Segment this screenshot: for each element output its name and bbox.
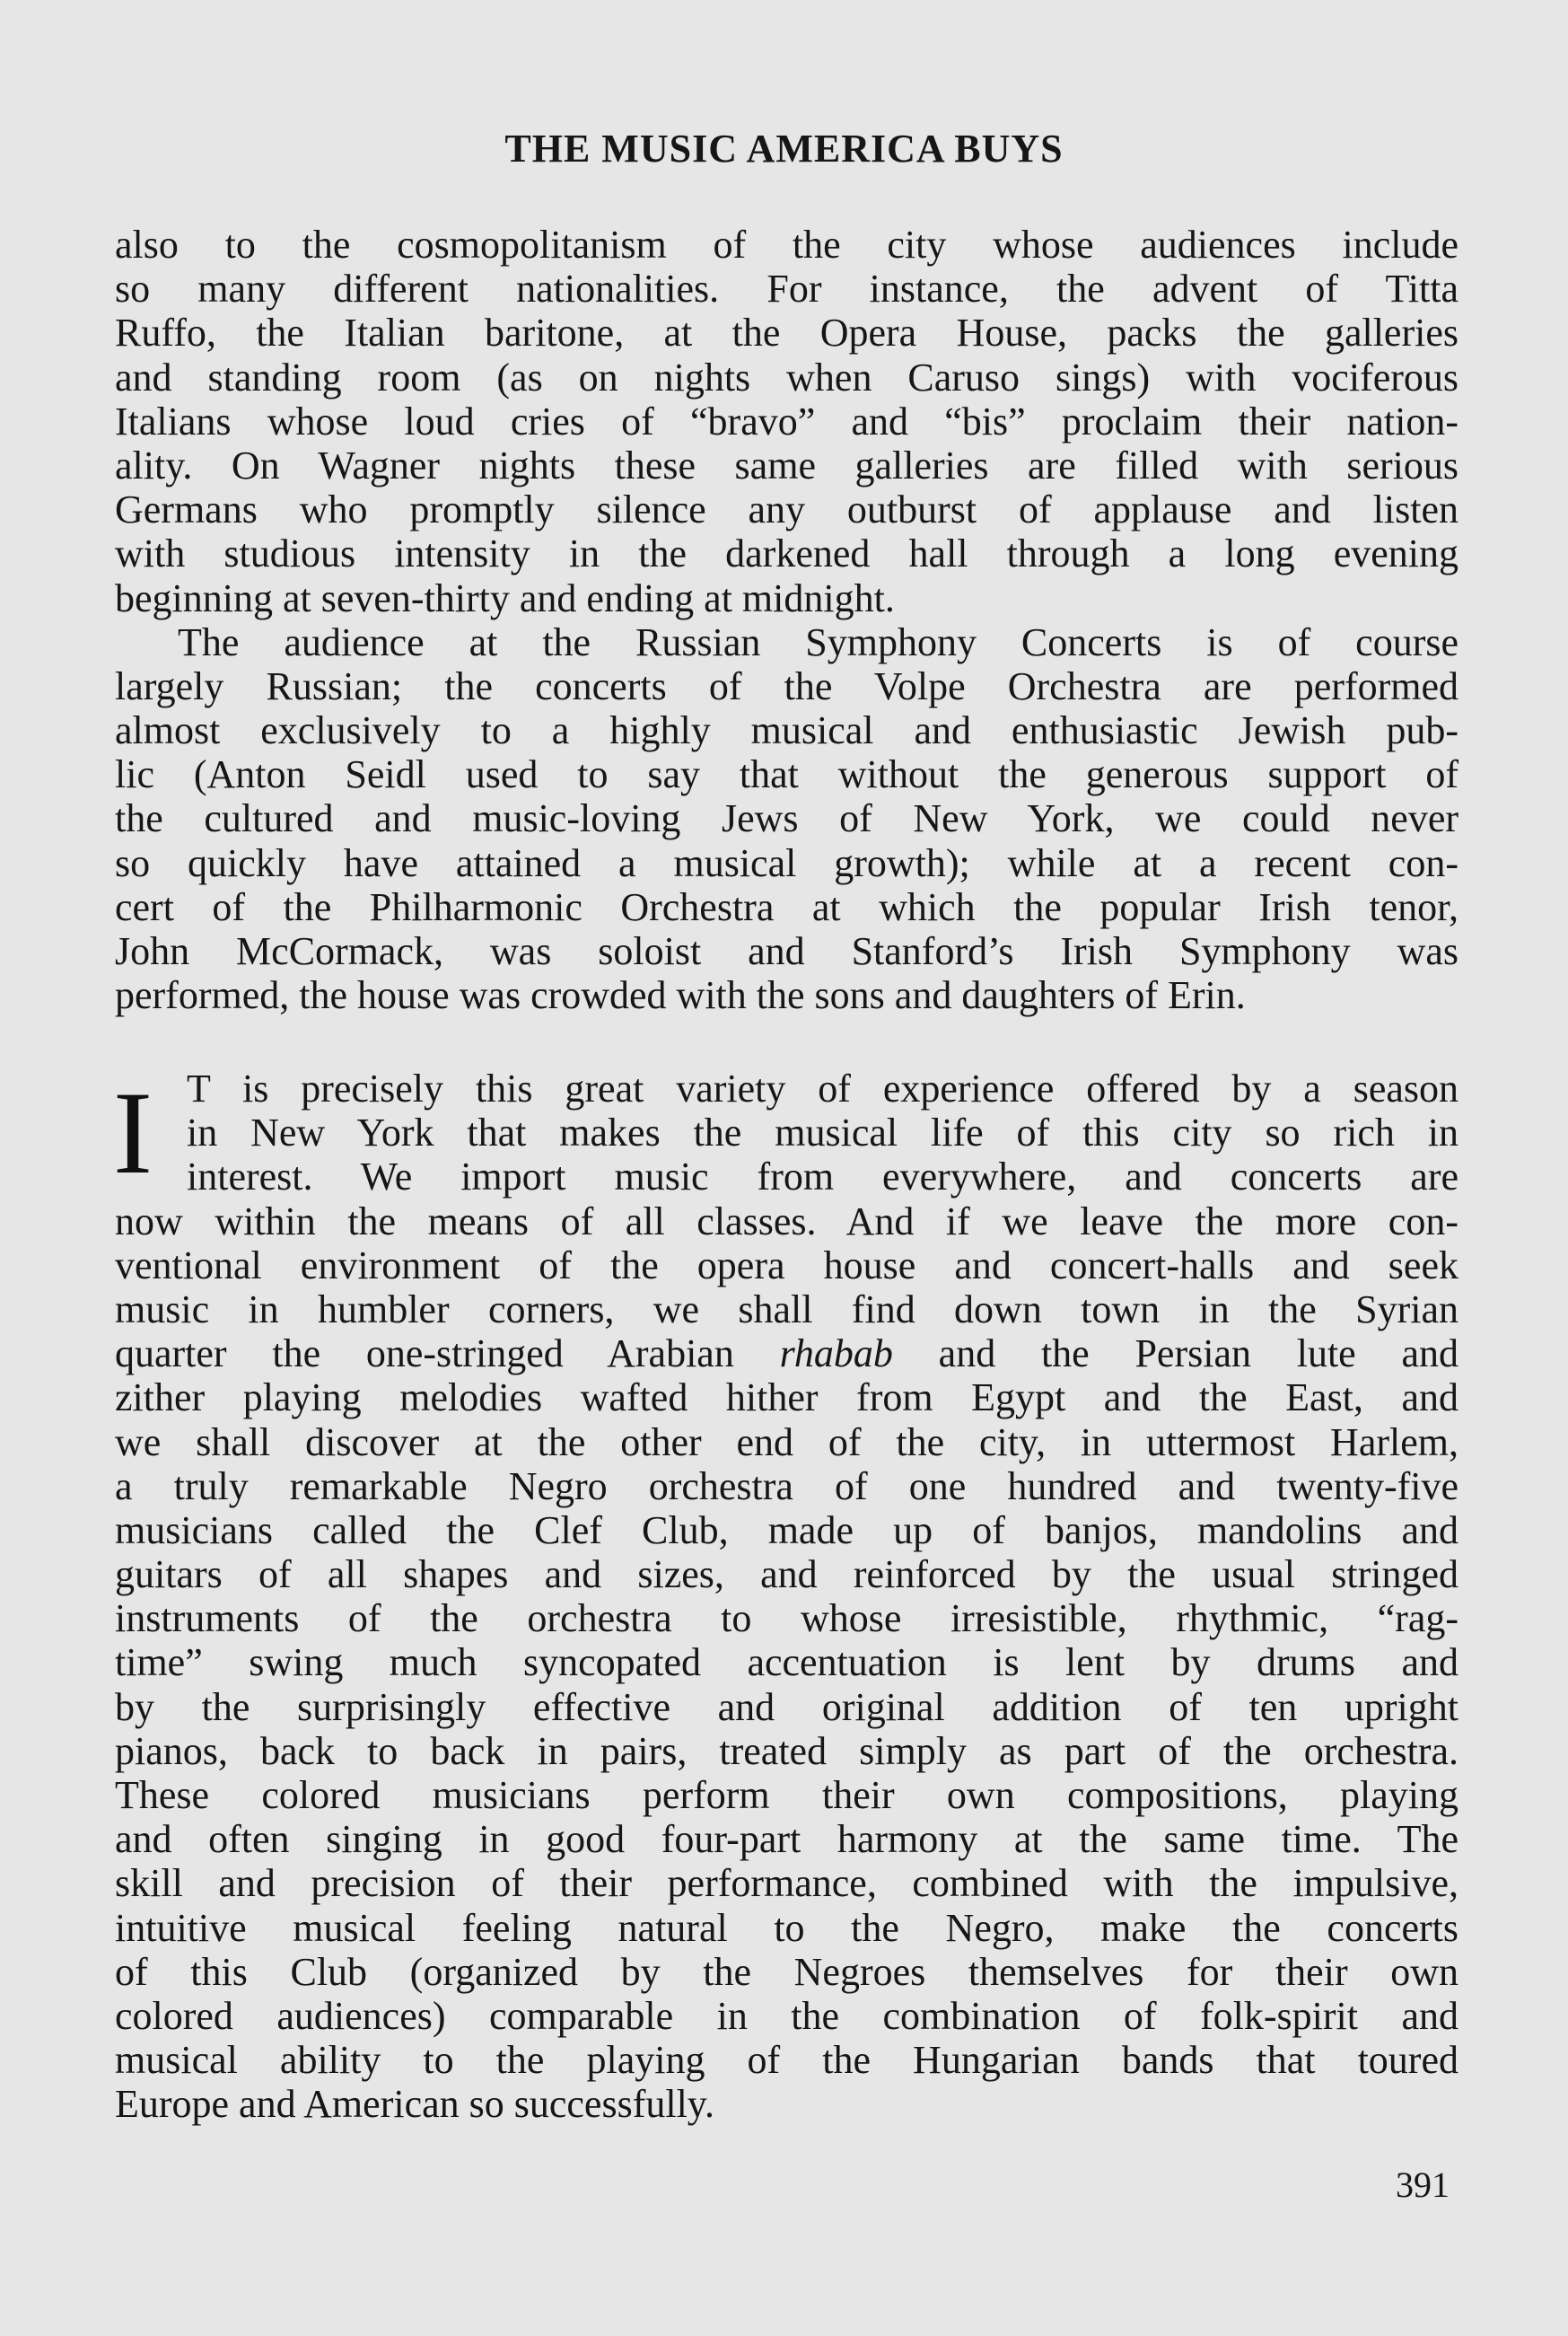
text-line: instruments of the orchestra to whose irresistible, rhythmic, “rag- (115, 1596, 1459, 1641)
text-line: These colored musicians perform their own compositions, playing (115, 1773, 1459, 1817)
text-line: ality. On Wagner nights these same galleries are filled with serious (115, 443, 1459, 487)
text-line: ventional environment of the opera house and concert-halls and seek (115, 1243, 1459, 1287)
running-head: THE MUSIC AMERICA BUYS (504, 127, 1064, 171)
text-line: pianos, back to back in pairs, treated simply as part of the orchestra. (115, 1728, 1459, 1773)
text-line: of this Club (organized by the Negroes themselves for their own (115, 1949, 1459, 1994)
text-line: with studious intensity in the darkened hall through a long evening (115, 531, 1459, 576)
text-line: skill and precision of their performance, combined with the impulsive, (115, 1861, 1459, 1906)
text-line: a truly remarkable Negro orchestra of one hundred and twenty-five (115, 1463, 1459, 1508)
text-line: T is precisely this great variety of experience offered by a season (187, 1067, 1459, 1111)
drop-cap: I (113, 1067, 153, 1199)
text-line: beginning at seven-thirty and ending at midnight. (115, 575, 895, 620)
paragraph-russian-symphony (115, 620, 1459, 1018)
text-line: the cultured and music-loving Jews of New York, we could never (115, 796, 1459, 841)
text-line: largely Russian; the concerts of the Volpe Orchestra are performed (115, 663, 1459, 708)
text-line: so many different nationalities. For instance, the advent of Titta (115, 267, 1459, 312)
text-line: Italians whose loud cries of “bravo” and “bis” proclaim their nation- (115, 399, 1459, 443)
text-line: music in humbler corners, we shall find down town in the Syrian (115, 1287, 1459, 1331)
text-line: and standing room (as on nights when Caruso sings) with vociferous (115, 355, 1459, 400)
text-line: lic (Anton Seidl used to say that without the generous support of (115, 752, 1459, 797)
text-line: musicians called the Clef Club, made up of banjos, mandolins and (115, 1507, 1459, 1552)
text-line: guitars of all shapes and sizes, and reinforced by the usual stringed (115, 1552, 1459, 1597)
text-line: The audience at the Russian Symphony Concerts is of course (178, 619, 1459, 664)
text-line: colored audiences) comparable in the combination of folk-spirit and (115, 1993, 1459, 2038)
text-line: also to the cosmopolitanism of the city whose audiences include (115, 223, 1459, 267)
text-line: in New York that makes the musical life of this city so rich in (187, 1111, 1459, 1155)
text-line: interest. We import music from everywhere, and concerts are (187, 1155, 1459, 1199)
text-line: we shall discover at the other end of the city, in uttermost Harlem, (115, 1419, 1459, 1464)
paragraph-continued (115, 223, 1459, 620)
text-block-section (115, 1067, 1459, 2127)
text-line: so quickly have attained a musical growth); while at a recent con- (115, 840, 1459, 885)
text-line: performed, the house was crowded with the sons and daughters of Erin. (115, 973, 1246, 1018)
text-line: musical ability to the playing of the Hungarian bands that toured (115, 2038, 1459, 2083)
page-number: 391 (1396, 2165, 1450, 2205)
text-line: and often singing in good four-part harmony at the same time. The (115, 1817, 1459, 1862)
text-block-continued (115, 223, 1459, 1017)
text-line: Ruffo, the Italian baritone, at the Opera House, packs the galleries (115, 311, 1459, 356)
text-line: zither playing melodies wafted hither from Egypt and the East, and (115, 1375, 1459, 1420)
text-line: intuitive musical feeling natural to the Negro, make the concerts (115, 1905, 1459, 1950)
text-line: almost exclusively to a highly musical and enthusiastic Jewish pub- (115, 708, 1459, 753)
text-line: quarter the one-stringed Arabian rhabab and the Persian lute and (115, 1331, 1459, 1376)
text-line: now within the means of all classes. And if we leave the more con- (115, 1199, 1459, 1243)
text-line: Europe and American so successfully. (115, 2082, 714, 2127)
paragraph-variety-of-experience (115, 1067, 1459, 2127)
text-line: time” swing much syncopated accentuation is lent by drums and (115, 1640, 1459, 1685)
text-line: Germans who promptly silence any outburst of applause and listen (115, 487, 1459, 532)
text-line: John McCormack, was soloist and Stanford’s Irish Symphony was (115, 929, 1459, 973)
text-line: by the surprisingly effective and original addition of ten upright (115, 1684, 1459, 1729)
text-line: cert of the Philharmonic Orchestra at which the popular Irish tenor, (115, 884, 1459, 929)
